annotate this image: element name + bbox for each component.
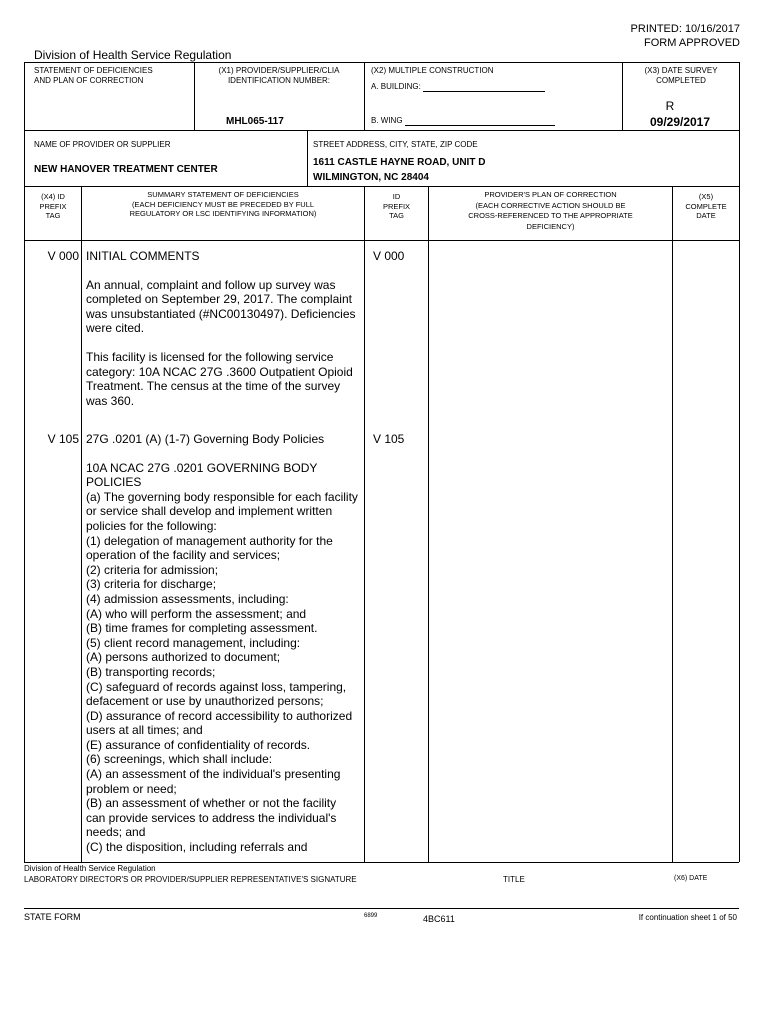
survey-code: R [665,99,675,113]
regulation-line: (A) who will perform the assessment; and [86,606,307,621]
continuation-sheet: If continuation sheet 1 of 50 [638,913,737,922]
regulation-line: (a) The governing body responsible for each facility or service shall develop and implement written policies for the following: [86,489,358,533]
regulation-line: (B) transporting records; [86,664,216,679]
statement-label: STATEMENT OF DEFICIENCIES AND PLAN OF CORRECTION [34,66,153,85]
col-id-header: ID PREFIX TAG [382,192,411,220]
survey-date: 09/29/2017 [649,115,711,129]
regulation-line: (B) an assessment of whether or not the facility can provide services to address the individual's needs; and [86,796,337,840]
regulation-line: (A) persons authorized to document; [86,650,281,665]
entry-heading: 27G .0201 (A) (1-7) Governing Body Policies [86,432,325,446]
regulation-line: (C) safeguard of records against loss, tampering, defacement or use by unauthorized persons; [86,679,347,709]
signature-label: LABORATORY DIRECTOR'S OR PROVIDER/SUPPLIER REPRESENTATIVE'S SIGNATURE [24,875,357,884]
x1-label: (X1) PROVIDER/SUPPLIER/CLIA IDENTIFICATION NUMBER: [218,66,340,85]
form-code: 6899 [364,913,378,919]
regulation-line: (5) client record management, including: [86,635,301,650]
regulation-line: (E) assurance of confidentiality of records. [86,737,311,752]
entry-v000-text [86,249,358,422]
entry-id-tag: V 105 [373,432,405,446]
title-label: TITLE [503,875,525,884]
address-label: STREET ADDRESS, CITY, STATE, ZIP CODE [313,140,478,149]
entry-v105-text [86,432,358,855]
provider-address: 1611 CASTLE HAYNE ROAD, UNIT D WILMINGTON, NC 28404 [313,157,486,183]
provider-name-label: NAME OF PROVIDER OR SUPPLIER [34,140,171,149]
regulation-line: (D) assurance of record accessibility to authorized users at all times; and [86,708,353,738]
entry-tag: V 000 [47,249,79,263]
regulation-line: (6) screenings, which shall include: [86,752,273,767]
regulation-line: (A) an assessment of the individual's presenting problem or need; [86,767,341,796]
col-x4-header: (X4) ID PREFIX TAG [39,192,67,220]
event-id: 4BC611 [423,914,455,924]
col-x5-header: (X5) COMPLETE DATE [685,192,727,220]
provider-id-number: MHL065-117 [226,116,284,127]
entry-paragraph: An annual, complaint and follow up survey was completed on September 29, 2017. The complaint was unsubstantiated (#NC00130497). Deficiencies were cited. [86,277,356,336]
wing-line [405,117,555,126]
building-field: A. BUILDING: [371,82,545,92]
regulation-line: (1) delegation of management authority for the operation of the facility and services; [86,533,333,563]
state-form-label: STATE FORM [24,912,81,922]
form-approved: FORM APPROVED [644,37,740,49]
entry-paragraph: 10A NCAC 27G .0201 GOVERNING BODY POLICIES [86,460,318,490]
regulation-line: (4) admission assessments, including: [86,591,289,606]
regulation-line: (B) time frames for completing assessment. [86,621,318,636]
col-summary-header: SUMMARY STATEMENT OF DEFICIENCIES (EACH DEFICIENCY MUST BE PRECEDED BY FULL REGULATORY OR LSC IDENTIFYING INFORMATION) [129,190,317,218]
x2-label: (X2) MULTIPLE CONSTRUCTION [371,66,494,75]
entry-tag: V 105 [47,432,79,446]
agency-header: Division of Health Service Regulation [34,48,232,62]
x3-label: (X3) DATE SURVEY COMPLETED [644,66,718,85]
regulation-line: (2) criteria for admission; [86,562,219,577]
printed-date: PRINTED: 10/16/2017 [630,23,740,35]
wing-field: B. WING [371,116,555,126]
x6-date-label: (X6) DATE [674,875,708,882]
footer-agency: Division of Health Service Regulation [24,864,156,873]
regulation-line: (C) the disposition, including referrals and [86,840,308,855]
entry-heading: INITIAL COMMENTS [86,249,200,263]
entry-paragraph: This facility is licensed for the following service category: 10A NCAC 27G .3600 Outpatient Opioid Treatment. The census at the time of the survey was 360. [86,349,353,408]
provider-name: NEW HANOVER TREATMENT CENTER [34,164,218,175]
building-line [423,83,545,92]
entry-id-tag: V 000 [373,249,405,263]
regulation-line: (3) criteria for discharge; [86,577,217,592]
footer-rule [24,908,739,909]
col-plan-header: PROVIDER'S PLAN OF CORRECTION (EACH CORRECTIVE ACTION SHOULD BE CROSS-REFERENCED TO THE APPROPRIATE DEFICIENCY) [468,190,633,231]
